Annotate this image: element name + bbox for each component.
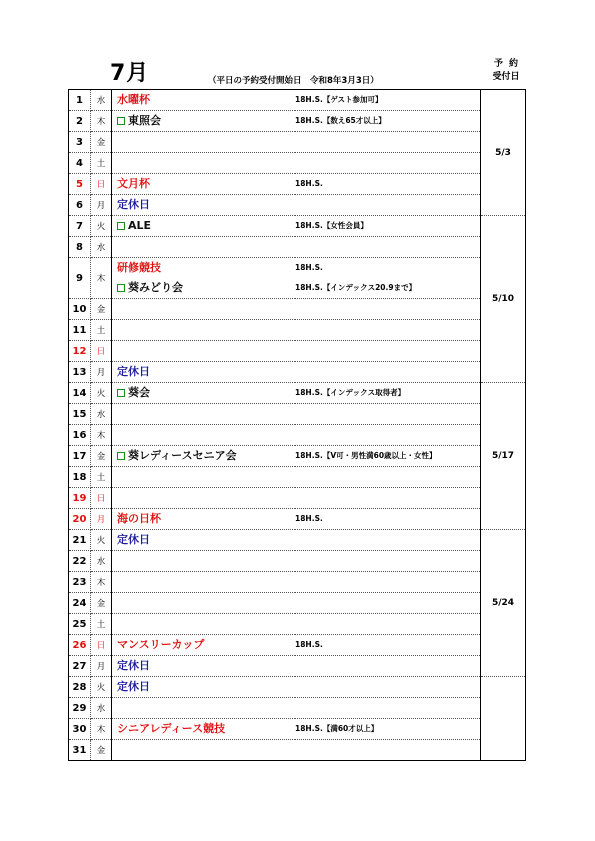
note-cell: [295, 698, 481, 719]
event-item: [117, 258, 295, 278]
event-item: [117, 383, 295, 403]
calendar-row: [69, 614, 526, 635]
note-cell: [295, 740, 481, 761]
weekday: 火: [91, 383, 112, 404]
day-number: 27: [69, 656, 91, 677]
calendar-row: [69, 174, 526, 195]
event-item: [117, 719, 295, 739]
event-item: [117, 174, 295, 194]
calendar-row: [69, 153, 526, 174]
reservation-date: 5/17: [481, 383, 526, 530]
event-cell: [112, 362, 296, 383]
event-note: 18H.S.: [295, 514, 323, 523]
weekday: 木: [91, 111, 112, 132]
calendar-row: [69, 509, 526, 530]
event-cell: [112, 341, 296, 362]
calendar-row: [69, 425, 526, 446]
event-cell: [112, 551, 296, 572]
event-cell: [112, 635, 296, 656]
weekday: 月: [91, 656, 112, 677]
event-note: [295, 677, 480, 697]
day-number: 23: [69, 572, 91, 593]
event-note: [295, 195, 480, 215]
event-cell: [112, 237, 296, 258]
event-cell: [112, 656, 296, 677]
calendar-row: [69, 677, 526, 698]
note-cell: [295, 299, 481, 320]
note-cell: [295, 551, 481, 572]
weekday: 水: [91, 698, 112, 719]
note-cell: [295, 237, 481, 258]
note-cell: [295, 404, 481, 425]
weekday: 金: [91, 740, 112, 761]
weekday: 日: [91, 635, 112, 656]
event-cell: [112, 614, 296, 635]
calendar-row: [69, 530, 526, 551]
weekday: 水: [91, 237, 112, 258]
day-number: 29: [69, 698, 91, 719]
event-note: 18H.S.: [295, 179, 323, 188]
day-number: 19: [69, 488, 91, 509]
event-name: 葵レディースセニア会: [128, 449, 237, 462]
note-cell: [295, 320, 481, 341]
event-name: 水曜杯: [117, 93, 150, 106]
event-note: 18H.S.: [295, 263, 323, 272]
calendar-row: [69, 593, 526, 614]
day-number: 25: [69, 614, 91, 635]
note-cell: [295, 719, 481, 740]
event-cell: [112, 132, 296, 153]
day-number: 24: [69, 593, 91, 614]
weekday: 月: [91, 195, 112, 216]
weekday: 日: [91, 341, 112, 362]
event-cell: [112, 509, 296, 530]
reservation-date: 5/10: [481, 216, 526, 383]
calendar-row: [69, 404, 526, 425]
note-cell: [295, 153, 481, 174]
day-number: 5: [69, 174, 91, 195]
day-number: 7: [69, 216, 91, 237]
event-note: 18H.S.【ゲスト参加可】: [295, 95, 383, 104]
weekday: 火: [91, 216, 112, 237]
weekday: 金: [91, 446, 112, 467]
calendar-row: [69, 740, 526, 761]
calendar-row: [69, 551, 526, 572]
calendar-row: [69, 446, 526, 467]
note-cell: [295, 614, 481, 635]
day-number: 21: [69, 530, 91, 551]
reservation-header-line1: 予約: [493, 59, 524, 69]
day-number: 4: [69, 153, 91, 174]
event-cell: [112, 111, 296, 132]
weekday: 木: [91, 719, 112, 740]
event-item: [117, 635, 295, 655]
day-number: 6: [69, 195, 91, 216]
calendar-row: [69, 258, 526, 299]
event-note: 18H.S.【数え65才以上】: [295, 116, 386, 125]
weekday: 土: [91, 467, 112, 488]
day-number: 26: [69, 635, 91, 656]
note-cell: [295, 677, 481, 698]
note-cell: [295, 425, 481, 446]
event-note: [295, 656, 480, 676]
weekday: 金: [91, 132, 112, 153]
event-cell: [112, 258, 296, 299]
note-cell: [295, 530, 481, 551]
event-name: 文月杯: [117, 177, 150, 190]
weekday: 木: [91, 258, 112, 299]
event-note: 18H.S.【満60才以上】: [295, 724, 379, 733]
event-cell: [112, 383, 296, 404]
note-cell: [295, 258, 481, 299]
day-number: 1: [69, 90, 91, 111]
calendar-table: [68, 89, 526, 761]
event-cell: [112, 446, 296, 467]
day-number: 9: [69, 258, 91, 299]
day-number: 2: [69, 111, 91, 132]
event-name: マンスリーカップ: [117, 638, 205, 651]
weekday: 月: [91, 509, 112, 530]
checkbox-icon: [117, 452, 125, 460]
event-note: 18H.S.【インデックス取得者】: [295, 388, 406, 397]
event-item: [117, 677, 295, 697]
note-cell: [295, 362, 481, 383]
event-cell: [112, 467, 296, 488]
event-name: 葵みどり会: [128, 281, 183, 294]
event-item: [117, 90, 295, 110]
weekday: 金: [91, 593, 112, 614]
day-number: 14: [69, 383, 91, 404]
calendar-row: [69, 488, 526, 509]
reservation-header-line2: 受付日: [492, 72, 520, 82]
event-cell: [112, 299, 296, 320]
event-name: 研修競技: [117, 261, 161, 274]
event-note: 18H.S.: [295, 640, 323, 649]
calendar-row: [69, 320, 526, 341]
event-name: ALE: [128, 219, 152, 232]
event-cell: [112, 404, 296, 425]
day-number: 20: [69, 509, 91, 530]
calendar-row: [69, 719, 526, 740]
day-number: 22: [69, 551, 91, 572]
event-name: 定休日: [117, 680, 150, 693]
day-number: 30: [69, 719, 91, 740]
reservation-date: 5/3: [481, 90, 526, 216]
event-note: 18H.S.【V可・男性満60歳以上・女性】: [295, 451, 437, 460]
event-name: 葵会: [128, 386, 150, 399]
note-cell: [295, 341, 481, 362]
weekday: 金: [91, 299, 112, 320]
weekday: 土: [91, 153, 112, 174]
note-cell: [295, 216, 481, 237]
event-note: [295, 530, 480, 550]
weekday: 水: [91, 551, 112, 572]
event-cell: [112, 530, 296, 551]
event-item: [117, 530, 295, 550]
weekday: 土: [91, 614, 112, 635]
event-name: 定休日: [117, 533, 150, 546]
calendar-row: [69, 90, 526, 111]
calendar-row: [69, 383, 526, 404]
event-name: 海の日杯: [117, 512, 161, 525]
reservation-date: 5/24: [481, 530, 526, 677]
day-number: 16: [69, 425, 91, 446]
calendar-row: [69, 572, 526, 593]
calendar-row: [69, 299, 526, 320]
note-cell: [295, 446, 481, 467]
note-cell: [295, 195, 481, 216]
event-item: [117, 195, 295, 215]
event-name: 定休日: [117, 198, 150, 211]
day-number: 12: [69, 341, 91, 362]
checkbox-icon: [117, 117, 125, 125]
event-item: [117, 111, 295, 131]
weekday: 水: [91, 404, 112, 425]
note-cell: [295, 383, 481, 404]
calendar-row: [69, 341, 526, 362]
event-name: シニアレディース競技: [117, 722, 226, 735]
calendar-row: [69, 216, 526, 237]
note-cell: [295, 656, 481, 677]
event-note: 18H.S.【インデックス20.9まで】: [295, 283, 417, 292]
weekday: 土: [91, 320, 112, 341]
note-cell: [295, 488, 481, 509]
note-cell: [295, 111, 481, 132]
calendar-row: [69, 467, 526, 488]
reservation-header: [487, 58, 525, 84]
event-item: [117, 656, 295, 676]
event-item: [117, 509, 295, 529]
checkbox-icon: [117, 222, 125, 230]
event-cell: [112, 216, 296, 237]
event-cell: [112, 488, 296, 509]
note-cell: [295, 90, 481, 111]
event-note: [295, 362, 480, 382]
event-cell: [112, 425, 296, 446]
calendar-row: [69, 237, 526, 258]
event-item: [117, 278, 295, 298]
event-name: 東照会: [128, 114, 161, 127]
calendar-row: [69, 656, 526, 677]
weekday: 火: [91, 677, 112, 698]
day-number: 8: [69, 237, 91, 258]
calendar-row: [69, 362, 526, 383]
day-number: 28: [69, 677, 91, 698]
event-item: [117, 362, 295, 382]
weekday: 火: [91, 530, 112, 551]
note-cell: [295, 593, 481, 614]
calendar-row: [69, 132, 526, 153]
weekday: 木: [91, 572, 112, 593]
weekday: 水: [91, 90, 112, 111]
weekday: 日: [91, 174, 112, 195]
day-number: 11: [69, 320, 91, 341]
note-cell: [295, 467, 481, 488]
event-item: [117, 446, 295, 466]
calendar-row: [69, 111, 526, 132]
event-cell: [112, 593, 296, 614]
event-item: [117, 216, 295, 236]
event-name: 定休日: [117, 659, 150, 672]
day-number: 31: [69, 740, 91, 761]
weekday: 日: [91, 488, 112, 509]
event-cell: [112, 153, 296, 174]
calendar-row: [69, 635, 526, 656]
note-cell: [295, 635, 481, 656]
day-number: 10: [69, 299, 91, 320]
weekday: 月: [91, 362, 112, 383]
weekday: 木: [91, 425, 112, 446]
note-cell: [295, 132, 481, 153]
calendar-row: [69, 698, 526, 719]
event-name: 定休日: [117, 365, 150, 378]
day-number: 18: [69, 467, 91, 488]
event-cell: [112, 698, 296, 719]
note-cell: [295, 509, 481, 530]
day-number: 15: [69, 404, 91, 425]
calendar-row: [69, 195, 526, 216]
note-cell: [295, 572, 481, 593]
day-number: 13: [69, 362, 91, 383]
month-title: 7月: [110, 61, 150, 86]
reservation-date: [481, 677, 526, 761]
day-number: 17: [69, 446, 91, 467]
subtitle: （平日の予約受付開始日 令和8年3月3日）: [208, 76, 379, 86]
checkbox-icon: [117, 389, 125, 397]
event-cell: [112, 90, 296, 111]
event-cell: [112, 320, 296, 341]
event-cell: [112, 195, 296, 216]
event-cell: [112, 719, 296, 740]
checkbox-icon: [117, 284, 125, 292]
event-cell: [112, 572, 296, 593]
event-cell: [112, 740, 296, 761]
event-cell: [112, 677, 296, 698]
day-number: 3: [69, 132, 91, 153]
note-cell: [295, 174, 481, 195]
event-note: 18H.S.【女性会員】: [295, 221, 368, 230]
event-cell: [112, 174, 296, 195]
